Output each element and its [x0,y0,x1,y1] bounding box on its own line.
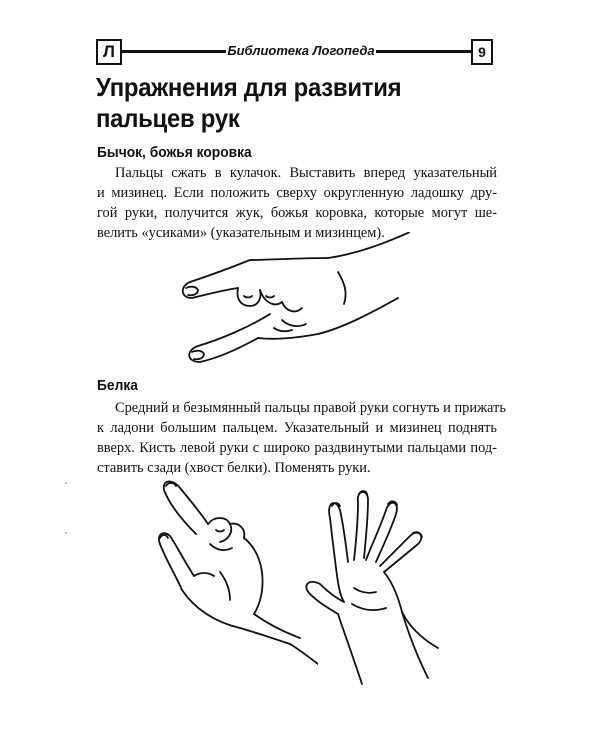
header-title: Библиотека Логопеда [226,41,376,61]
illustration-squirrel-right-hand [150,472,318,682]
running-header [96,39,493,63]
page-title [96,72,482,134]
text-line: велить «усиками» (указательным и мизинцем). [97,225,385,241]
page-title-line-1: Упражнения для развития [96,72,402,102]
page-title-line-2: пальцев рук [96,103,240,133]
text-line: гой руки, получится жук, божья коровка, которые могут ше- [97,205,497,221]
section-title-squirrel: Белка [97,377,138,394]
section-text-squirrel [97,398,506,478]
header-letter-box: Л [96,39,122,65]
text-line: и мизинец. Если положить сверху округленную ладошку дру- [97,185,497,201]
print-speck [65,482,67,484]
text-line: к ладони большим пальцем. Указательный и мизинец поднять [97,420,497,436]
section-text-bull-ladybug [97,163,497,243]
page-number: 9 [471,39,493,65]
print-speck [65,532,67,534]
text-line: вверх. Кисть левой руки с широко раздвинутыми пальцами под- [97,440,497,456]
text-line: Средний и безымянный пальцы правой руки согнуть и прижать [115,400,506,416]
illustration-bull-hand [178,232,410,370]
text-line: Пальцы сжать в кулачок. Выставить вперед указательный [115,165,497,181]
text-line: ставить сзади (хвост белки). Поменять руки. [97,460,371,476]
illustration-squirrel-left-hand [298,488,448,698]
section-title-bull-ladybug: Бычок, божья коровка [97,144,252,161]
